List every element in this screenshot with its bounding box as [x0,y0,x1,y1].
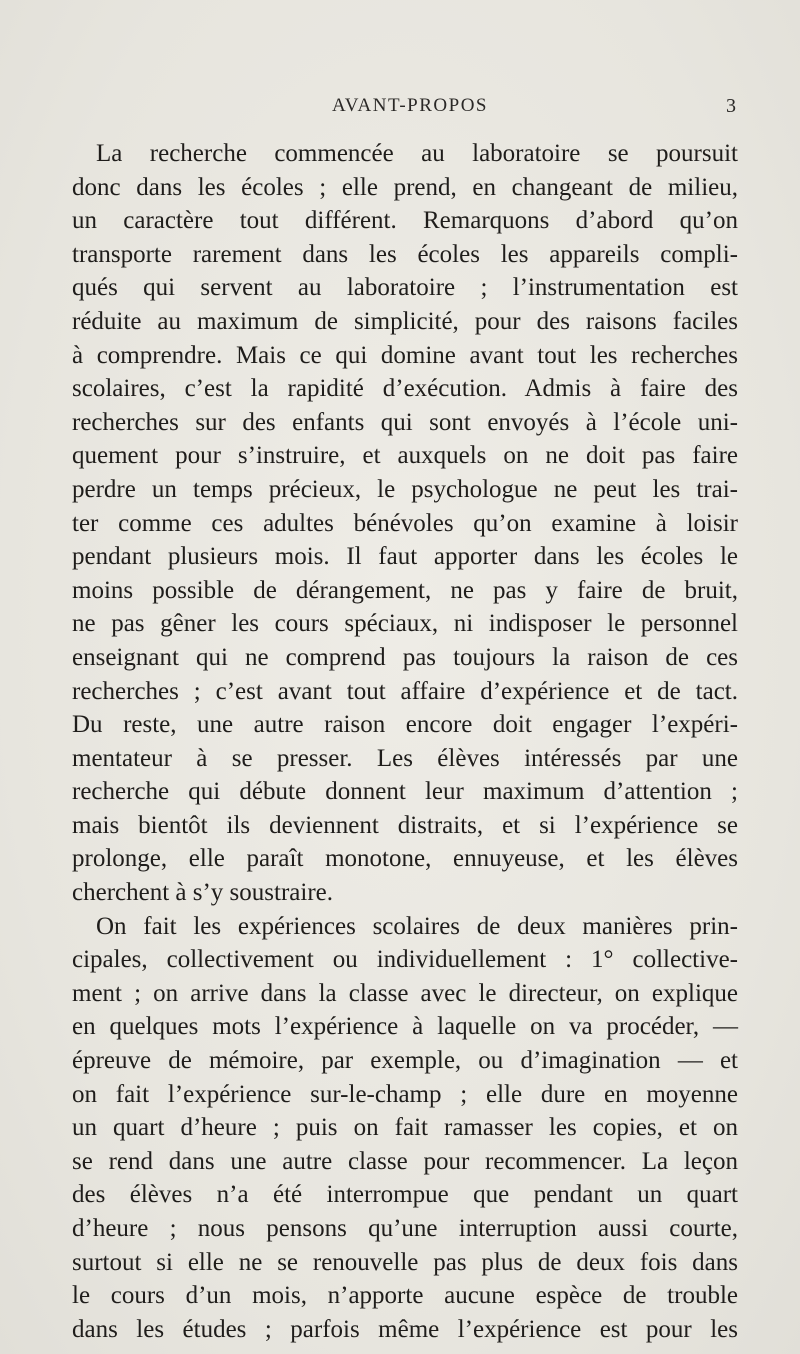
text-line: mais bientôt ils deviennent distraits, et si l’expérience se [72,811,738,839]
text-line: prolonge, elle paraît monotone, ennuyeuse, et les élèves [72,845,738,873]
text-line: pendant plusieurs mois. Il faut apporter dans les écoles le [72,543,738,571]
text-line: surtout si elle ne se renouvelle pas plus de deux fois dans [72,1248,738,1276]
text-line: La recherche commencée au laboratoire se poursuit [96,140,738,167]
text-line: ter comme ces adultes bénévoles qu’on examine à loisir [72,509,738,537]
text-line: à comprendre. Mais ce qui domine avant tout les recherches [72,341,738,369]
text-line: se rend dans une autre classe pour recommencer. La leçon [72,1147,738,1175]
text-line: recherche qui débute donnent leur maximum d’attention ; [72,778,738,806]
text-line: ment ; on arrive dans la classe avec le directeur, on explique [72,979,738,1007]
text-line: en quelques mots l’expérience à laquelle on va procéder, — [72,1013,738,1041]
text-line: ne pas gêner les cours spéciaux, ni indisposer le personnel [72,610,738,638]
text-line: recherches ; c’est avant tout affaire d’expérience et de tact. [72,677,738,705]
text-line: moins possible de dérangement, ne pas y faire de bruit, [72,576,738,604]
text-line: un caractère tout différent. Remarquons d’abord qu’on [72,207,738,235]
text-line: cipales, collectivement ou individuellement : 1° collective- [72,946,738,974]
text-line: perdre un temps précieux, le psychologue ne peut les trai- [72,475,738,503]
page-number: 3 [726,95,736,117]
text-line: dans les études ; parfois même l’expérience est pour les [72,1315,738,1343]
text-line: quement pour s’instruire, et auxquels on ne doit pas faire [72,442,738,470]
paragraph-1 [72,137,738,910]
text-line: transporte rarement dans les écoles les appareils compli- [72,240,738,268]
text-line: On fait les expériences scolaires de deux manières prin- [96,912,738,940]
text-line: qués qui servent au laboratoire ; l’instrumentation est [72,274,738,302]
running-head [0,95,800,121]
text-line: réduite au maximum de simplicité, pour des raisons faciles [72,307,738,335]
body-text [72,137,738,1346]
paragraph-2 [72,910,738,1347]
text-line: enseignant qui ne comprend pas toujours la raison de ces [72,643,738,671]
text-line: on fait l’expérience sur-le-champ ; elle dure en moyenne [72,1080,738,1108]
text-line: scolaires, c’est la rapidité d’exécution. Admis à faire des [72,375,738,403]
text-line: mentateur à se presser. Les élèves intéressés par une [72,744,738,772]
text-line: un quart d’heure ; puis on fait ramasser les copies, et on [72,1114,738,1142]
text-line: Du reste, une autre raison encore doit engager l’expéri- [72,711,738,739]
text-line: recherches sur des enfants qui sont envoyés à l’école uni- [72,408,738,436]
running-head-title: AVANT-PROPOS [332,95,488,116]
text-line: cherchent à s’y soustraire. [72,879,333,907]
text-line: le cours d’un mois, n’apporte aucune espèce de trouble [72,1282,738,1310]
text-line: d’heure ; nous pensons qu’une interruption aussi courte, [72,1215,738,1242]
text-line: donc dans les écoles ; elle prend, en changeant de milieu, [72,173,738,201]
text-line: des élèves n’a été interrompue que pendant un quart [72,1181,738,1209]
text-line: épreuve de mémoire, par exemple, ou d’imagination — et [72,1047,738,1075]
